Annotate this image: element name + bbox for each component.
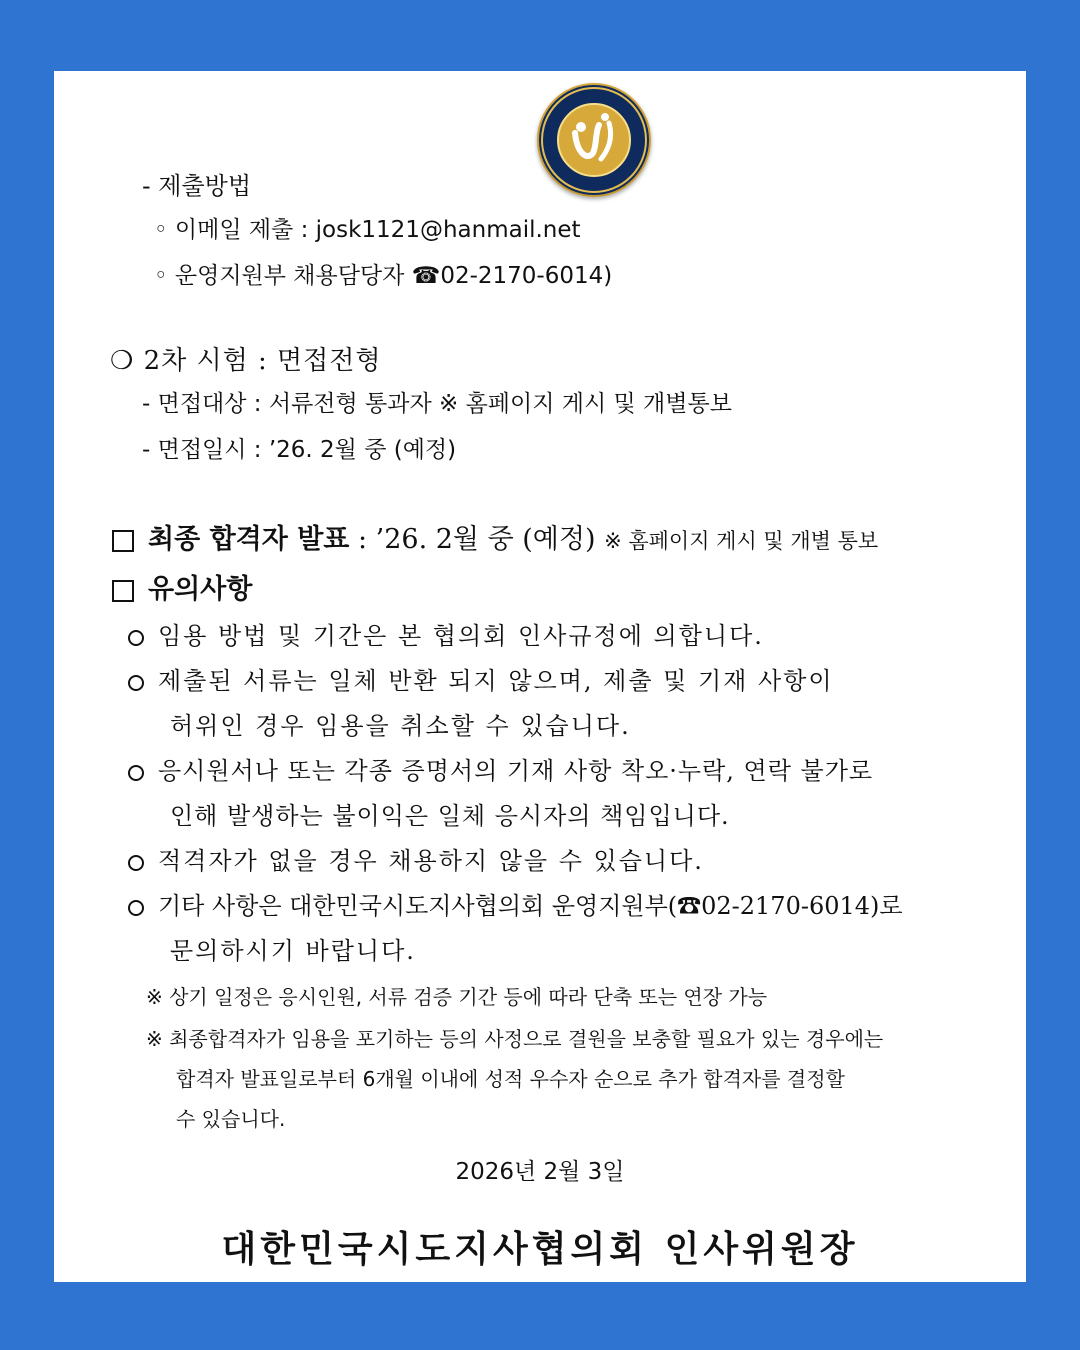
note-item: 임용 방법 및 기간은 본 협의회 인사규정에 의합니다. [128,616,764,651]
note-item-continued: 허위인 경우 임용을 취소할 수 있습니다. [170,712,631,740]
submission-heading: - 제출방법 [142,172,252,200]
note-item-continued: 문의하시기 바랍니다. [170,937,416,965]
checkbox-square-icon [112,580,134,602]
note-item-continued: 인해 발생하는 불이익은 일체 응시자의 책임입니다. [170,802,730,830]
remark-additional-1: ※ 최종합격자가 임용을 포기하는 등의 사정으로 결원을 보충할 필요가 있는 경우에는 [146,1027,884,1051]
circle-bullet-icon [128,630,144,646]
checkbox-square-icon [112,530,134,552]
document-page [54,71,1026,1282]
interview-date: - 면접일시 : ’26. 2월 중 (예정) [142,437,457,463]
interview-target: - 면접대상 : 서류전형 통과자 ※ 홈페이지 게시 및 개별통보 [142,391,732,417]
submission-email: ◦ 이메일 제출 : josk1121@hanmail.net [154,217,581,243]
circle-bullet-icon [128,675,144,691]
notes-heading: 유의사항 [112,567,252,606]
signature: 대한민국시도지사협의회 인사위원장 [221,1229,859,1270]
final-announcement [112,517,878,556]
final-value: : ’26. 2월 중 (예정) [357,524,596,555]
document-date: 2026년 2월 3일 [455,1159,625,1185]
circle-bullet-icon [128,765,144,781]
remark-schedule: ※ 상기 일정은 응시인원, 서류 검증 기간 등에 따라 단축 또는 연장 가능 [146,985,768,1009]
note-item: 응시원서나 또는 각종 증명서의 기재 사항 착오·누락, 연락 불가로 [128,751,873,786]
circle-bullet-icon [128,900,144,916]
final-title: 최종 합격자 발표 [148,524,350,555]
note-item: 적격자가 없을 경우 채용하지 않을 수 있습니다. [128,841,704,876]
circle-bullet-icon [128,855,144,871]
association-logo [537,83,651,197]
remark-additional-3: 수 있습니다. [176,1107,286,1131]
note-item: 기타 사항은 대한민국시도지사협의회 운영지원부(☎02-2170-6014)로 [128,886,903,921]
association-emblem-icon [537,83,651,197]
submission-contact: ◦ 운영지원부 채용담당자 ☎02-2170-6014) [154,263,613,289]
final-note: ※ 홈페이지 게시 및 개별 통보 [604,529,879,553]
note-item: 제출된 서류는 일체 반환 되지 않으며, 제출 및 기재 사항이 [128,661,834,696]
remark-additional-2: 합격자 발표일로부터 6개월 이내에 성적 우수자 순으로 추가 합격자를 결정할 [176,1067,845,1091]
second-exam-heading: ❍ 2차 시험 : 면접전형 [110,346,382,376]
